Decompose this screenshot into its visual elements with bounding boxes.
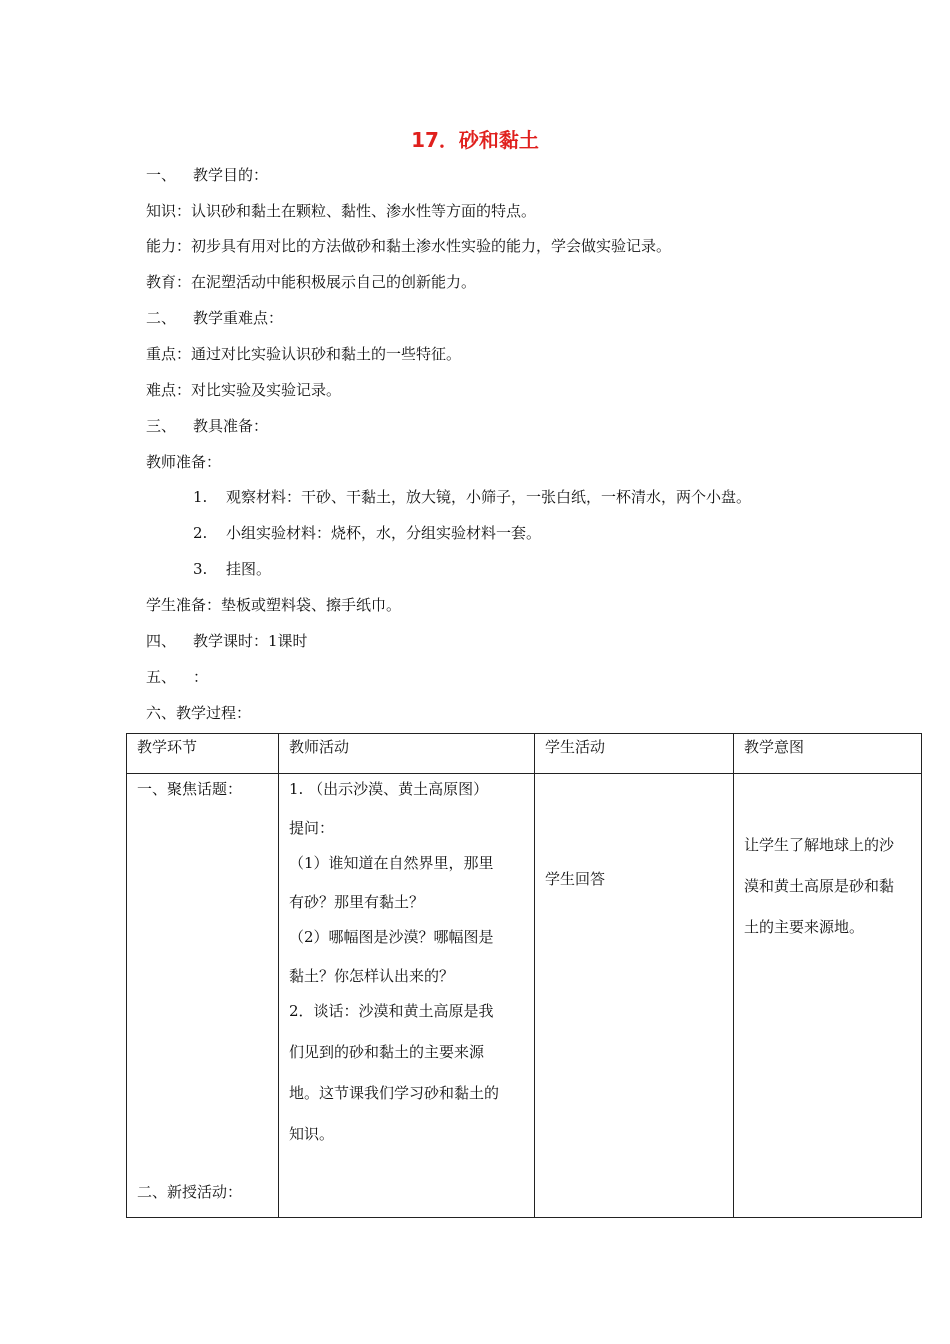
prep-item: 1. 观察材料：干砂、干黏土，放大镜，小筛子，一张白纸，一杯清水，两个小盘。 [193, 488, 752, 506]
section-number: 五、 [146, 668, 177, 686]
section-5-heading [146, 667, 208, 687]
header-cell: 学生活动 [535, 734, 734, 774]
stage-label: 二、新授活动： [137, 1183, 243, 1201]
text-line: 漠和黄土高原是砂和黏 [744, 877, 895, 895]
section-number: 一、 [146, 166, 177, 184]
section-number: 二、 [146, 309, 177, 327]
key-point: 重点：通过对比实验认识砂和黏土的一些特征。 [146, 345, 462, 363]
ability-goal: 能力：初步具有用对比的方法做砂和黏土渗水性实验的能力，学会做实验记录。 [146, 237, 672, 255]
intent-cell [734, 774, 922, 1218]
text-line: 让学生了解地球上的沙 [744, 836, 895, 854]
teacher-prep-label: 教师准备： [146, 453, 222, 471]
header-cell: 教学环节 [127, 734, 279, 774]
teaching-process-table [126, 733, 922, 1218]
text-line: 土的主要来源地。 [744, 918, 865, 936]
text-line: （2）哪幅图是沙漠？哪幅图是 [289, 928, 494, 946]
section-label: 教学重难点： [193, 309, 284, 327]
text-line: 2．谈话：沙漠和黄土高原是我 [289, 1002, 494, 1020]
text-line: （1）谁知道在自然界里，那里 [289, 854, 494, 872]
text-line: 们见到的砂和黏土的主要来源 [289, 1043, 485, 1061]
student-activity-cell [535, 774, 734, 1218]
section-2-heading [146, 308, 283, 328]
section-1-heading [146, 165, 268, 185]
student-prep: 学生准备：垫板或塑料袋、擦手纸巾。 [146, 596, 402, 614]
header-cell: 教学意图 [734, 734, 922, 774]
stage-cell [127, 774, 279, 1218]
knowledge-goal: 知识：认识砂和黏土在颗粒、黏性、渗水性等方面的特点。 [146, 202, 537, 220]
section-label: 教学课时：1课时 [193, 632, 308, 650]
student-activity-text: 学生回答 [545, 870, 606, 888]
section-3-heading [146, 416, 268, 436]
section-6-heading: 六、教学过程： [146, 704, 252, 722]
text-line: 知识。 [289, 1125, 335, 1143]
text-line: 提问： [289, 819, 335, 837]
education-goal: 教育：在泥塑活动中能积极展示自己的创新能力。 [146, 273, 477, 291]
table-row [127, 774, 922, 1218]
page-title: 17．砂和黏土 [411, 128, 539, 152]
section-number: 四、 [146, 632, 177, 650]
text-line: 1. （出示沙漠、黄土高原图） [289, 780, 489, 798]
text-line: 有砂？那里有黏土？ [289, 893, 425, 911]
difficult-point: 难点：对比实验及实验记录。 [146, 381, 342, 399]
section-4-heading [146, 631, 308, 651]
text-line: 黏土？你怎样认出来的？ [289, 967, 455, 985]
text-line: 地。这节课我们学习砂和黏土的 [289, 1084, 500, 1102]
table-header-row [127, 734, 922, 774]
header-cell: 教师活动 [279, 734, 535, 774]
prep-item: 2. 小组实验材料：烧杯，水，分组实验材料一套。 [193, 524, 542, 542]
section-label: 教学目的： [193, 166, 269, 184]
section-number: 三、 [146, 417, 177, 435]
teacher-activity-cell [279, 774, 535, 1218]
stage-label: 一、聚焦话题： [137, 780, 243, 798]
section-label: 教具准备： [193, 417, 269, 435]
section-label: ： [193, 668, 209, 686]
prep-item: 3. 挂图。 [193, 560, 272, 578]
